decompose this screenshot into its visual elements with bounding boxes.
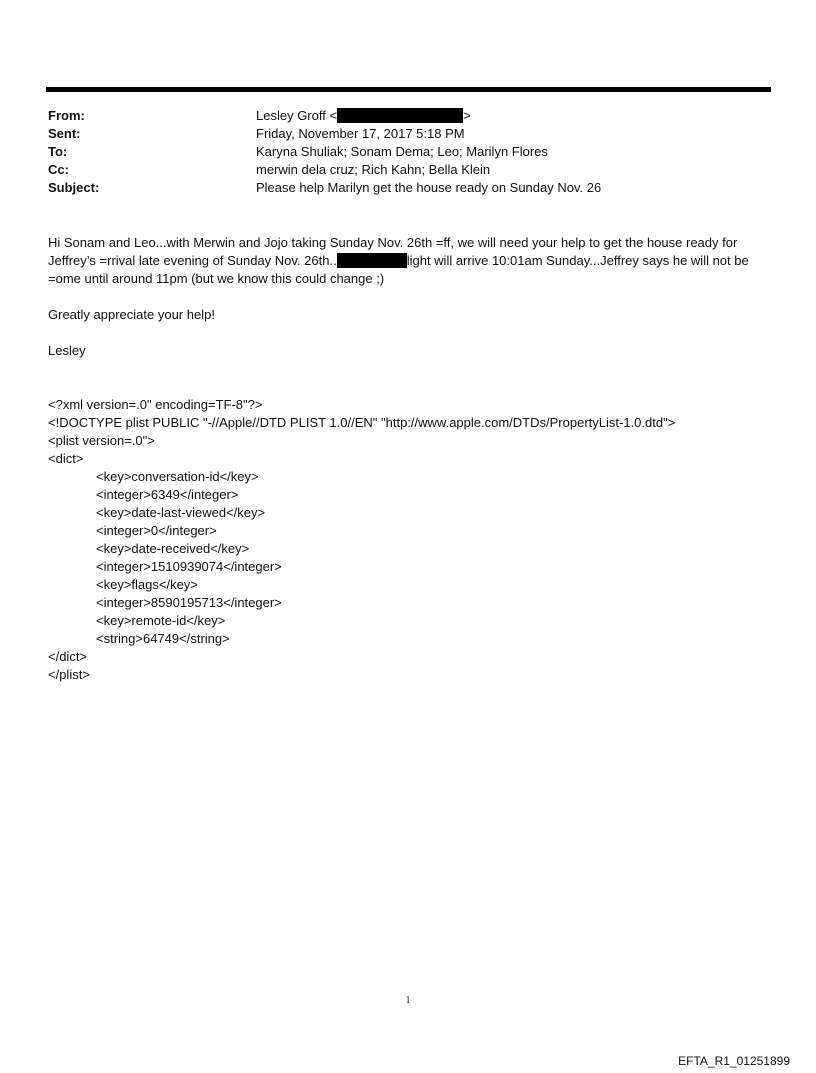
body-line-2 <box>48 252 749 270</box>
subject-label: Subject: <box>48 180 100 195</box>
from-name: Lesley Groff < <box>256 108 338 123</box>
from-close-bracket: > <box>463 108 471 123</box>
xml-dict-close: </dict> <box>48 649 88 664</box>
cc-label: Cc: <box>48 162 69 177</box>
xml-value-line: <integer>0</integer> <box>96 523 217 538</box>
signature: Lesley <box>48 343 86 358</box>
from-value <box>256 107 471 125</box>
redaction-box <box>337 253 407 268</box>
xml-doctype: <!DOCTYPE plist PUBLIC "-//Apple//DTD PLIST 1.0//EN" "http://www.apple.com/DTDs/PropertyList-1.0.dtd"> <box>48 415 676 430</box>
xml-value-line: <integer>1510939074</integer> <box>96 559 282 574</box>
sent-label: Sent: <box>48 126 81 141</box>
from-label: From: <box>48 108 85 123</box>
top-rule <box>46 87 771 92</box>
cc-value: merwin dela cruz; Rich Kahn; Bella Klein <box>256 162 491 177</box>
xml-key-line: <key>remote-id</key> <box>96 613 226 628</box>
xml-plist-close: </plist> <box>48 667 90 682</box>
document-id: EFTA_R1_01251899 <box>678 1054 790 1068</box>
to-value: Karyna Shuliak; Sonam Dema; Leo; Marilyn Flores <box>256 144 548 159</box>
xml-value-line: <integer>6349</integer> <box>96 487 239 502</box>
body-line-1: Hi Sonam and Leo...with Merwin and Jojo taking Sunday Nov. 26th =ff, we will need your help to get the house ready for <box>48 235 738 250</box>
body-line-3: =ome until around 11pm (but we know this could change ;) <box>48 271 385 286</box>
xml-value-line: <integer>8590195713</integer> <box>96 595 282 610</box>
xml-declaration: <?xml version=.0" encoding=TF-8"?> <box>48 397 263 412</box>
page-number: 1 <box>405 995 411 1006</box>
xml-key-line: <key>conversation-id</key> <box>96 469 259 484</box>
thanks-line: Greatly appreciate your help! <box>48 307 215 322</box>
xml-key-line: <key>date-received</key> <box>96 541 250 556</box>
body-line-2-end: light will arrive 10:01am Sunday...Jeffrey says he will not be <box>406 253 749 268</box>
redaction-box <box>337 108 463 123</box>
xml-value-line: <string>64749</string> <box>96 631 230 646</box>
to-label: To: <box>48 144 68 159</box>
subject-value: Please help Marilyn get the house ready on Sunday Nov. 26 <box>256 180 602 195</box>
xml-key-line: <key>date-last-viewed</key> <box>96 505 266 520</box>
xml-key-line: <key>flags</key> <box>96 577 198 592</box>
sent-value: Friday, November 17, 2017 5:18 PM <box>256 126 465 141</box>
body-line-2-start: Jeffrey’s =rrival late evening of Sunday Nov. 26th.. <box>48 253 337 268</box>
xml-dict-open: <dict> <box>48 451 84 466</box>
xml-plist-open: <plist version=.0"> <box>48 433 155 448</box>
